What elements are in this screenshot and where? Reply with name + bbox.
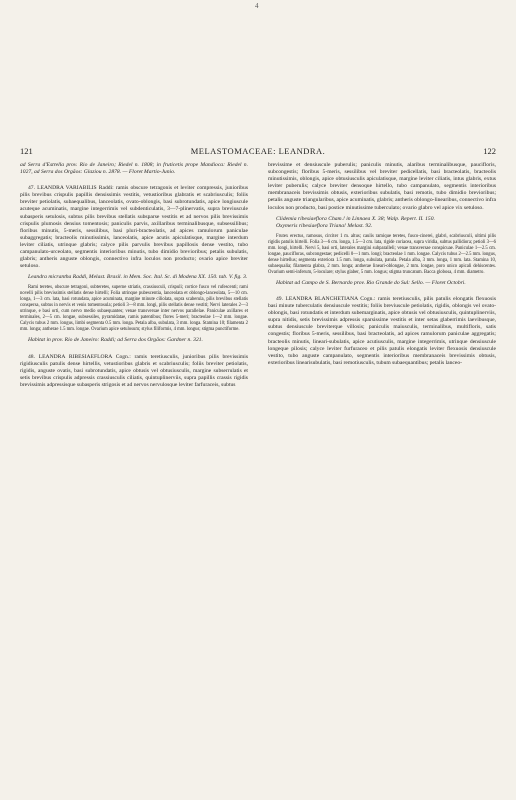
species-48-habitat: Habitat ad Campo de S. Bernardo prov. Rio Grande do Sul: Sello. — Floret Octobri. — [276, 279, 466, 286]
species-47-description: : ramis obscure tetragonis et leviter compressis, junioribus pilis brevibus crispulis papillis densissimis vestitis, vetustioribus glabratis et scabriusculis; foliis breviter petiolatis, subaequalibus, lanceolatis, ovato-oblongis, basi subrotundatis, apice longiuscule acuteque acuminatis, margine integerrimis vel subdenticulatis, 3—7-plinervatis, supra breviuscule subasperis setulosis, subtus pilis brevibus stellatis subsparse vestitis et ad nervos pilis brevissimis crispulis plumosis densius tomentosis; paniculis parvis, axillaribus terminalibusque, subsessilibus; floribus minutis, 5-meris, sessilibus, basi pluri-bracteolatis, ad apices ramulorum paniculae subaggregatis; bracteolis minutissimis, lanceolatis, apice acutis apiculatisque, margine interdum leviter ciliatis, utrinque glabris; calyce pilis parvulis brevibus papillosis dense vestito, tubo campanulato-urceolato, segmentis interioribus minutis, tubo dimidio brevioribus; petalis subulatis, glabris; antheris anguste oblongis, connectivo infra loculos non producto; ovario apice breviter setuloso. — [20, 185, 248, 270]
species-49-entry — [268, 296, 496, 367]
page-number-left: 121 — [20, 146, 33, 156]
species-48-entry — [20, 354, 248, 389]
top-page-mark: 4 — [255, 2, 259, 10]
species-49-description: : ramis teretiusculis, pilis patulis elongatis flexuosis basi minute tuberculatis densiuscule vestitis; foliis breviuscule petiolatis, rigidis, oblongis vel ovato-oblongis, basi rotundatis et interdum subemarginatis, apice obtusis vel obtusiusculis, quintuplinerviis, supra nitidis, setis brevissimis adpressis sparsissime vestitis et inter setas glaberrimis laevibusque, subtus densiuscule breviterque villosis; paniculis maiusculis, terminalibus, multifloris, satis congestis; floribus 5-meris, sessilibus, basi bracteolatis, ad apices ramulorum paniculae aggregatis; bracteolis minutis, lineari-subulatis, apice acutiusculis, margine integerrimis, utrinque densiuscule longeque pilosis; calyce leviter furfuraceo et pilis patulis elongatis leviter flexuosis densiuscule vestito, tubo anguste campanulato, segmentis interioribus membranaceis brevissimis obtusis, exterioribus linearisubulatis, basi remotiusculis, tubum subaequantibus; petalis lanceo- — [268, 295, 496, 366]
species-47-detailed-description: Rami teretes, obscure tetragoni, subteretes, superne striatis, crassiusculi, crispuli; cortice fusco vel rufescenti; rami novelli pilis brevissimis stellatis dense hirtelli; Folia utrinque pubescentia, lanceolata et oblongo-lanceolata, 5—10 cm. longa, 1—3 cm. lata, basi rotundata, apice acuminata, margine minute ciliolata, supra scaberula, pilis brevibus stellatis conspersa, subtus in nervis et venis tomentosula; petioli 3—8 mm. longi, pilis stellatis dense vestiti; Nervi laterales 2—3 utrinque, e basi orti, cum nervo medio subaequantes; venae transversae inter nervos parallelae. Paniculae axillares et terminales, 2—5 cm. longae, subsessiles, pyramidatae, ramis patentibus; flores 5-meri; bracteolae 1—2 mm. longae. Calycis tubus 2 mm. longus, limbi segmenta 0.5 mm. longa. Petala alba, subulata, 3 mm. longa. Stamina 10; filamenta 2 mm. longa; antherae 1.5 mm. longae. Ovarium apice setulosum; stylus filiformis, 4 mm. longus; stigma punctiforme. — [20, 285, 248, 333]
species-47-title: 47. LEANDRA VARIABILIS Raddi — [28, 185, 113, 192]
species-47-synonym: Leandra micrantha Raddi, Melast. Brasil. in Mem. Soc. Ital. Sc. di Modena XX. 150. tab. V. fig. 3. — [28, 274, 248, 281]
species-47-entry — [20, 185, 248, 270]
right-column — [268, 162, 496, 367]
species-48-synonym-1: Clidemia ribesiaeflora Cham.! in Linnaea X. 38; Walp. Repert. II. 150. — [276, 215, 435, 222]
species-49-title: 49. LEANDRA BLANCHETIANA Cogn. — [276, 295, 374, 302]
running-header — [20, 146, 496, 158]
species-48-description: : ramis teretiusculis, junioribus pilis brevissimis rigidiusculis patulis dense hirtellis, vetustioribus glabris et scabriusculis; foliis breviter petiolatis, rigidis, anguste ovatis, basi subrotundatis, apice obtusis vel obtusiusculis, margine subserrulatis et setis brevibus crispulis adpressis crassiusculis ciliatis, quintuplinerviis, supra papillis crassis rigidis brevissimis adpressisque subasperis strigosis et ad nervos nervulosque leviter farfuraceis, subtus — [20, 353, 248, 388]
species-47-habitat: Habitat in prov. Rio de Janeiro: Raddi; ad Serra dos Orgãos: Gardner n. 321. — [28, 337, 203, 344]
species-48-detailed-description: Frutex erectus, ramosus, circiter 1 m. altus; caulis ramique teretes, fusco-cinerei, glabri, scabriusculi, ultimi pilis rigidis patulis hirtelli. Folia 3—6 cm. longa, 1.5—3 cm. lata, rigide coriacea, supra viridia, subtus pallidiora; petioli 3—6 mm. longi, hirtelli. Nervi 5, basi orti, laterales margini subparalleli; venae transversae conspicuae. Paniculae 1—2.5 cm. longae, paucifloras, subcongestae; pedicelli 0—1 mm. longi; bracteolae 1 mm. longae. Calycis tubus 2—2.5 mm. longus, dense hirtellus; segmenta exteriora 1.5 mm. longa, subulata, patula. Petala alba, 3 mm. longa, 1 mm. lata. Stamina 10, subaequalia; filamenta glabra, 2 mm. longa; antherae lineari-oblongae, 2 mm. longae, poro unico apicali dehiscentes. Ovarium semi-inferum, 5-loculare; stylus glaber, 5 mm. longus; stigma truncatum. Bacca globosa, 4 mm. diametro. — [268, 233, 496, 275]
intro-text: ad Serra d'Estrella prov. Rio de Janeiro; Riedel n. 1808; in fruticetis prope Mandioca: Riedel n. 1027, ad Serra dos Orgãos: Glaziou n. 2878. — Floret Martio-Junio. — [20, 162, 248, 176]
species-48-continuation: brevissime et densiuscule puberulis; paniculis minutis, alaribus terminalibusque, paucifloris, subcongestis; floribus 5-meris, sessilibus vel breviter pedicellatis, basi bracteolatis, bracteolis minutissimis, oblongis, apice obtusiusculis apiculatisque, margine leviter ciliatis, intus glabris, extus leviter puberulis; calyce breviter densoque hirtello, tubo campanulato, segmentis interioribus membranaceis brevissimis obtusis, exterioribus subulatis, basi remotis, tubo dimidio brevioribus; petalis anguste triangularibus, apice acuminatis, glabris; antheris oblongo-linearibus, connectivo infra loculos non producto, basi postice minutissime tuberculato; ovario glabro vel apice vix setuloso. — [268, 162, 496, 211]
running-title: MELASTOMACEAE: LEANDRA. — [190, 146, 326, 156]
species-48-title: 48. LEANDRA RIBESIAEFLORA Cogn. — [28, 353, 130, 360]
page-number-right: 122 — [483, 146, 496, 156]
species-48-synonym-2: Oxymeris ribesiaeflora Triana! Melast. 92. — [276, 222, 373, 229]
left-column — [20, 162, 248, 389]
